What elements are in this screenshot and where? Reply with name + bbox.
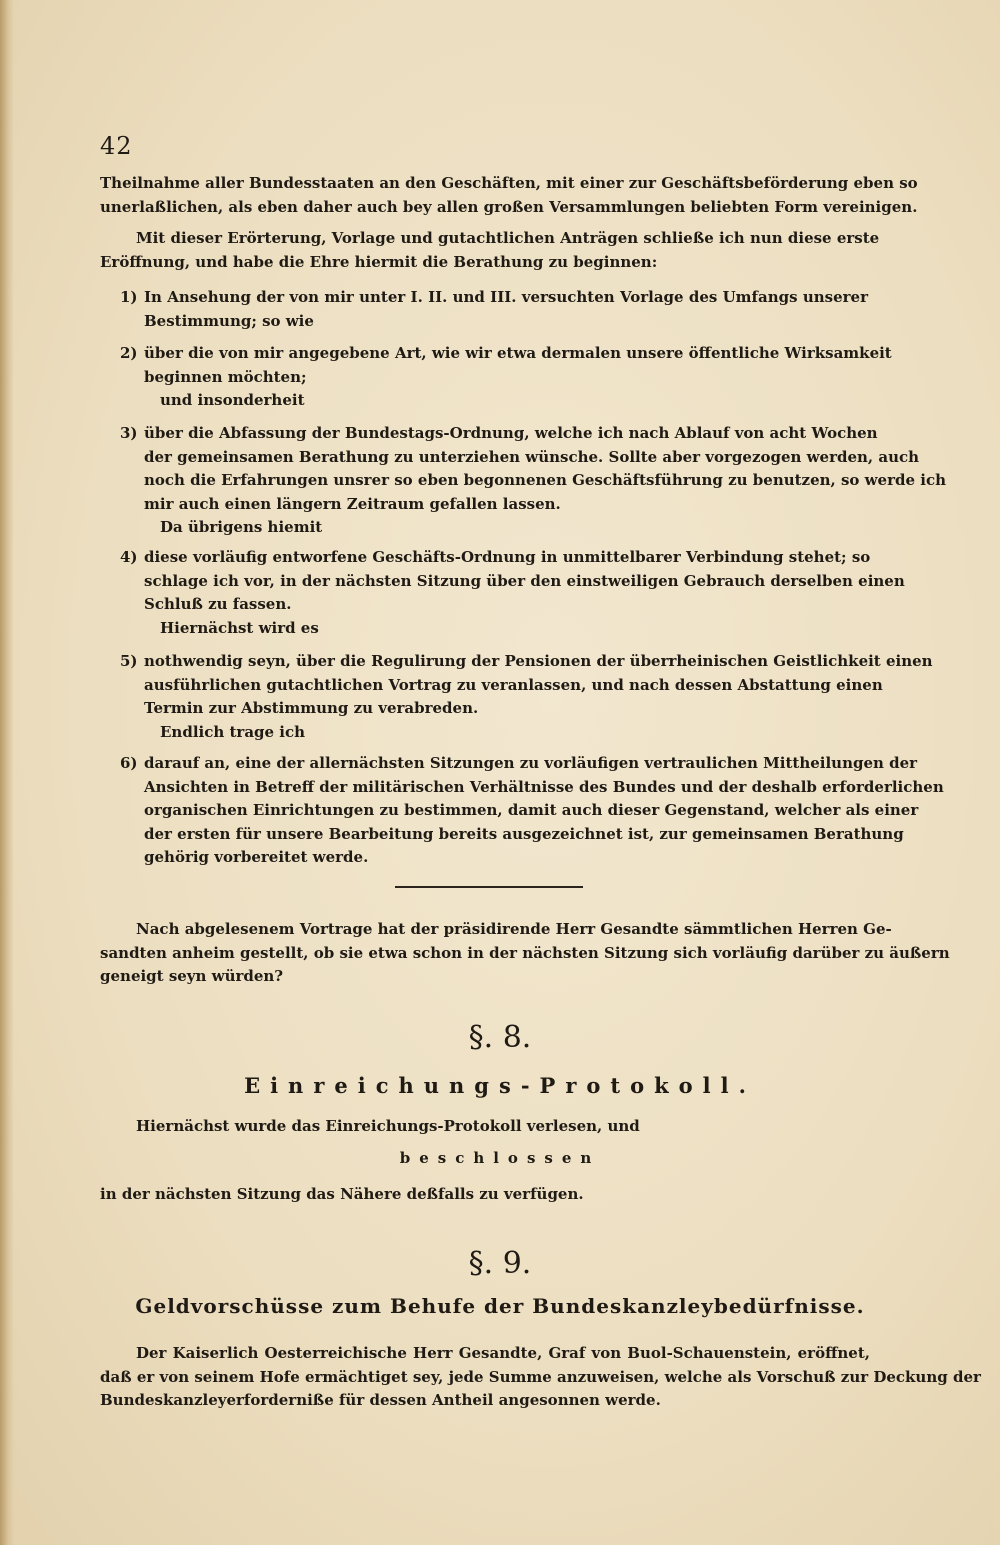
intro-paragraph <box>100 172 918 219</box>
item-line: Bestimmung; so wie <box>144 311 314 330</box>
section-8-number: §. 8. <box>468 1020 532 1055</box>
item-line: über die von mir angegebene Art, wie wir etwa dermalen unsere öffentliche Wirksamkeit <box>144 344 892 362</box>
section-9-line: daß er von seinem Hofe ermächtiget sey, jede Summe anzuweisen, welche als Vorschuß zur Deckung der <box>100 1367 981 1386</box>
closing-line: Nach abgelesenem Vortrage hat der präsidirende Herr Gesandte sämmtlichen Herren Ge- <box>136 920 892 938</box>
item-line: In Ansehung der von mir unter I. II. und III. versuchten Vorlage des Umfangs unserer <box>144 288 868 306</box>
list-item-1 <box>120 286 868 333</box>
section-8-heading: Einreichungs-Protokoll. <box>244 1073 756 1098</box>
intro-line: unerlaßlichen, als eben daher auch bey allen großen Versammlungen beliebten Form vereinigen. <box>100 197 918 216</box>
item-tail: Da übrigens hiemit <box>160 518 323 536</box>
section-9-heading: Geldvorschüsse zum Behufe der Bundeskanzleybedürfnisse. <box>135 1294 865 1318</box>
section-8-line-1: Hiernächst wurde das Einreichungs-Protokoll verlesen, und <box>136 1117 640 1135</box>
section-9-paragraph <box>100 1342 981 1413</box>
item-number: 3) <box>120 424 138 442</box>
intro-line: Mit dieser Erörterung, Vorlage und gutachtlichen Anträgen schließe ich nun diese erste <box>136 229 880 247</box>
intro-line: Eröffnung, und habe die Ehre hiermit die Berathung zu beginnen: <box>100 252 658 271</box>
list-item-5 <box>120 650 933 744</box>
item-line: darauf an, eine der allernächsten Sitzungen zu vorläufigen vertraulichen Mittheilungen der <box>144 754 918 772</box>
item-line: Termin zur Abstimmung zu verabreden. <box>144 699 479 717</box>
item-line: Schluß zu fassen. <box>144 595 292 613</box>
section-9-line: Der Kaiserlich Oesterreichische Herr Gesandte, Graf von Buol-Schauenstein, eröffnet, <box>136 1344 870 1362</box>
item-number: 1) <box>120 288 138 306</box>
section-8-resolved: beschlossen <box>399 1149 601 1167</box>
section-9-number: §. 9. <box>468 1246 532 1281</box>
list-item-2 <box>120 342 892 413</box>
page-number: 42 <box>100 132 133 160</box>
item-line: diese vorläufig entworfene Geschäfts-Ordnung in unmittelbarer Verbindung stehet; so <box>144 548 871 566</box>
item-line: nothwendig seyn, über die Regulirung der Pensionen der überrheinischen Geistlichkeit einen <box>144 652 933 670</box>
list-item-3 <box>120 422 946 540</box>
item-line: organischen Einrichtungen zu bestimmen, damit auch dieser Gegenstand, welcher als einer <box>144 801 919 819</box>
item-number: 2) <box>120 344 138 362</box>
item-number: 6) <box>120 754 138 772</box>
item-line: über die Abfassung der Bundestags-Ordnung, welche ich nach Ablauf von acht Wochen <box>144 424 878 442</box>
intro-paragraph-2 <box>100 227 880 274</box>
item-line: noch die Erfahrungen unsrer so eben begonnenen Geschäftsführung zu benutzen, so werde ich <box>144 471 946 489</box>
item-line: der gemeinsamen Berathung zu unterziehen wünsche. Sollte aber vorgezogen werden, auch <box>144 447 920 466</box>
item-tail: Hiernächst wird es <box>160 618 319 637</box>
closing-line: sandten anheim gestellt, ob sie etwa schon in der nächsten Sitzung sich vorläufig darüber zu äußern <box>100 943 950 962</box>
item-line: beginnen möchten; <box>144 367 307 386</box>
item-number: 4) <box>120 548 138 566</box>
item-number: 5) <box>120 652 138 670</box>
item-line: Ansichten in Betreff der militärischen Verhältnisse des Bundes und der deshalb erforderlichen <box>144 777 944 796</box>
item-line: der ersten für unsere Bearbeitung bereits ausgezeichnet ist, zur gemeinsamen Berathung <box>144 824 904 843</box>
item-line: gehörig vorbereitet werde. <box>144 848 369 866</box>
item-line: schlage ich vor, in der nächsten Sitzung über den einstweiligen Gebrauch derselben einen <box>144 571 905 590</box>
list-item-6 <box>120 752 944 870</box>
section-divider <box>395 886 583 888</box>
section-8-line-2: in der nächsten Sitzung das Nähere deßfalls zu verfügen. <box>100 1185 584 1203</box>
section-9-line: Bundeskanzleyerforderniße für dessen Antheil angesonnen werde. <box>100 1391 661 1409</box>
closing-line: geneigt seyn würden? <box>100 967 284 985</box>
intro-line: Theilnahme aller Bundesstaaten an den Geschäften, mit einer zur Geschäftsbeförderung eben so <box>100 174 918 192</box>
item-tail: und insonderheit <box>160 391 305 409</box>
item-line: ausführlichen gutachtlichen Vortrag zu veranlassen, und nach dessen Abstattung einen <box>144 675 883 694</box>
item-line: mir auch einen längern Zeitraum gefallen lassen. <box>144 494 561 513</box>
closing-paragraph <box>100 918 950 989</box>
list-item-4 <box>120 546 905 640</box>
item-tail: Endlich trage ich <box>160 722 306 741</box>
